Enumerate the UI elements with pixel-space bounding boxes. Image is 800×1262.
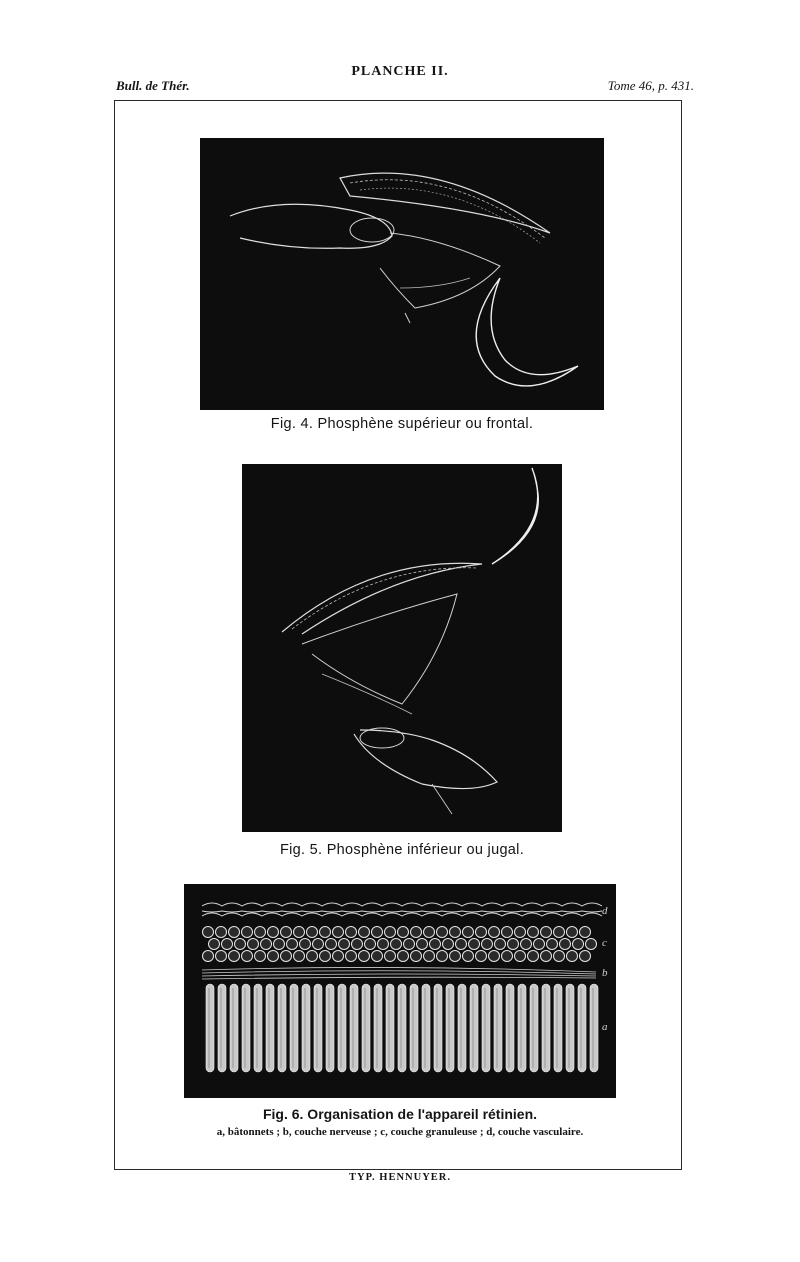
figure-5-image — [242, 464, 562, 832]
figure-6-caption: Fig. 6. Organisation de l'appareil rétinien. — [262, 1106, 538, 1122]
figure-6-legend: a, bâtonnets ; b, couche nerveuse ; c, couche granuleuse ; d, couche vasculaire. — [216, 1126, 584, 1138]
figure-4-image — [200, 138, 604, 410]
journal-title: Bull. de Thér. — [116, 78, 190, 93]
layer-label-a: a — [602, 1021, 608, 1033]
layer-label-b: b — [602, 967, 608, 979]
figure-4-caption: Fig. 4. Phosphène supérieur ou frontal. — [270, 416, 534, 432]
figure-5-caption: Fig. 5. Phosphène inférieur ou jugal. — [279, 842, 525, 858]
plate-title: PLANCHE II. — [351, 64, 449, 79]
volume-page: Tome 46, p. 431. — [607, 78, 694, 93]
layer-label-d: d — [602, 905, 608, 917]
layer-label-c: c — [602, 937, 607, 949]
figure-6-image — [184, 884, 616, 1098]
printer-imprint: TYP. HENNUYER. — [349, 1172, 451, 1183]
